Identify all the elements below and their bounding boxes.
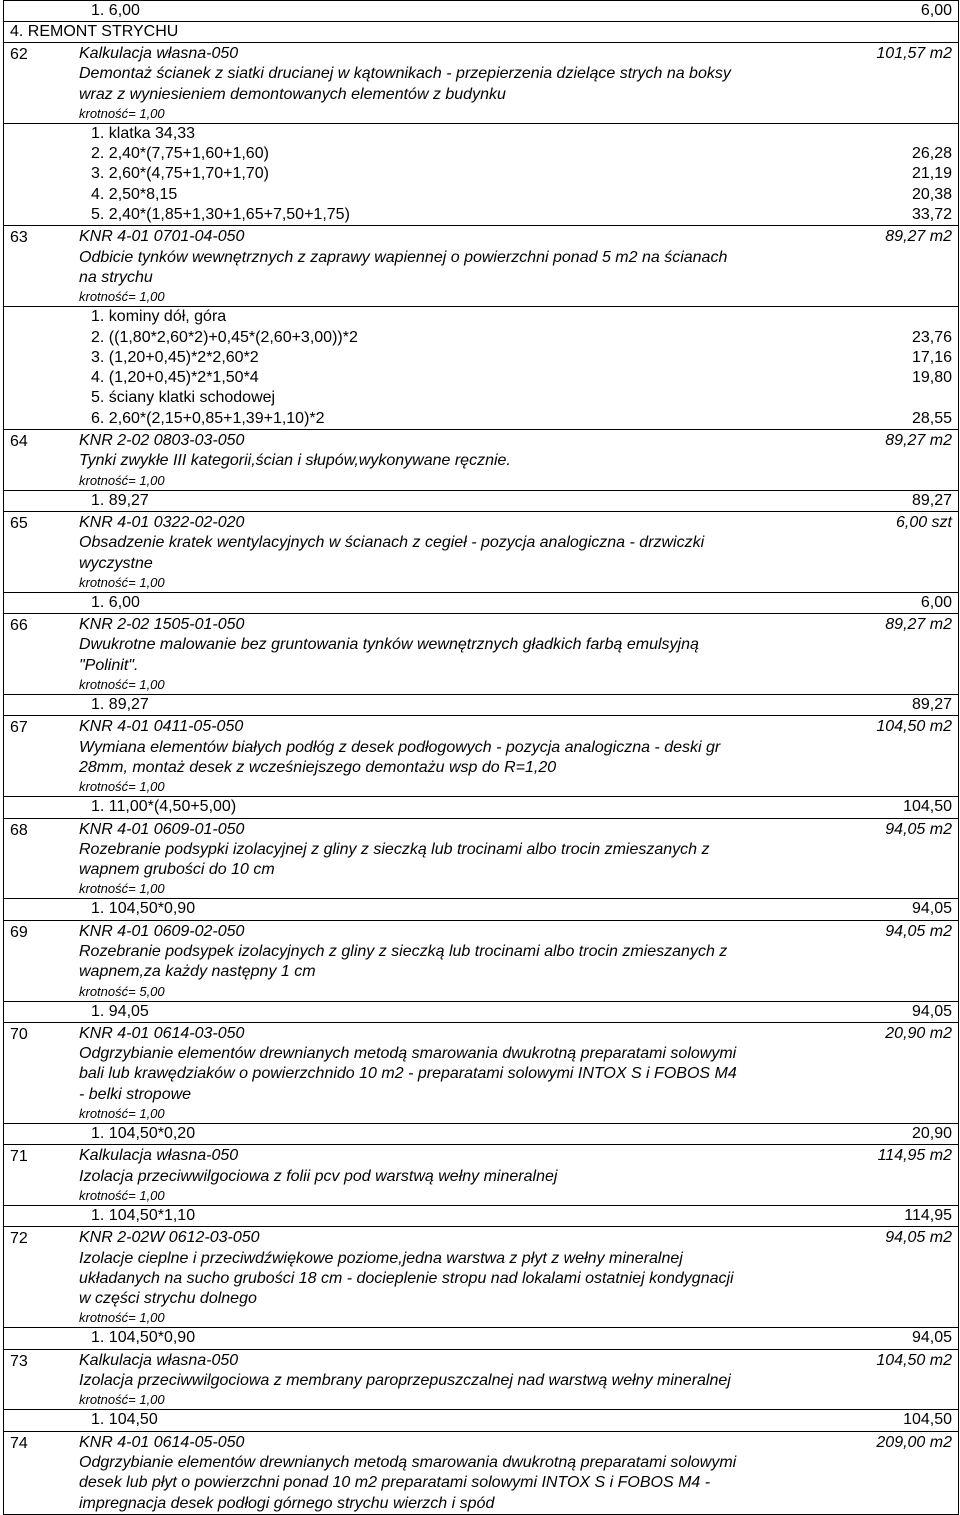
item-code: KNR 4-01 0609-02-050 [79, 922, 245, 940]
item-quantity: 114,95 m2 [877, 1147, 952, 1165]
measurement-line [79, 899, 952, 919]
measurement-line [79, 144, 952, 164]
measurement-value: 104,50 [903, 1411, 952, 1429]
item-number: 70 [10, 1025, 28, 1043]
item-code: Kalkulacja własna-050 [79, 1351, 239, 1369]
item-code: KNR 2-02 0803-03-050 [79, 432, 245, 450]
measurement-line [79, 695, 952, 715]
measurement-expression: 1. 94,05 [91, 1002, 149, 1020]
item-body [79, 1432, 958, 1514]
measurement-value: 94,05 [911, 1002, 952, 1020]
measurement-value: 94,05 [911, 900, 952, 918]
item-header [79, 1024, 952, 1044]
item-multiplier: krotność= 1,00 [79, 1187, 165, 1203]
item-body [79, 819, 958, 920]
measurement-line [79, 1410, 952, 1430]
item-description-line: Tynki zwykłe III kategorii,ścian i słupów,wykonywane ręcznie. [79, 452, 511, 470]
item-multiplier: krotność= 1,00 [79, 1392, 165, 1408]
item-multiplier: krotność= 1,00 [79, 677, 165, 693]
item-description-line: impregnacja desek podłogi górnego strychu wierzch i spód [79, 1494, 495, 1512]
measurement-line [79, 388, 952, 408]
item-body [79, 512, 958, 613]
measurement-expression: 1. kominy dół, góra [91, 308, 227, 326]
measurement-value: 20,38 [911, 185, 952, 203]
item-row [4, 1350, 958, 1432]
item-description-line: Izolacja przeciwwilgociowa z folii pcv pod warstwą wełny mineralnej [79, 1167, 558, 1185]
item-description-line: - belki stropowe [79, 1085, 192, 1103]
measurement-line [79, 328, 952, 348]
item-row [4, 1023, 958, 1145]
item-quantity: 104,50 m2 [876, 718, 952, 736]
item-code: KNR 4-01 0322-02-020 [79, 513, 245, 531]
item-number: 64 [10, 433, 28, 451]
measurement-value: 23,76 [911, 328, 952, 346]
item-number: 69 [10, 923, 28, 941]
item-code: KNR 2-02W 0612-03-050 [79, 1229, 260, 1247]
measurement-value: 104,50 [903, 798, 952, 816]
item-multiplier: krotność= 1,00 [79, 289, 165, 305]
item-header [79, 1433, 952, 1453]
item-quantity: 89,27 m2 [885, 616, 952, 634]
item-multiplier: krotność= 1,00 [79, 881, 165, 897]
item-description-line: Wymiana elementów białych podłóg z desek podłogowych - pozycja analogiczna - deski gr [79, 738, 721, 756]
measurement-line [79, 124, 952, 144]
measurement-expression: 3. (1,20+0,45)*2*2,60*2 [91, 348, 259, 366]
item-multiplier: krotność= 5,00 [79, 983, 165, 999]
item-header [79, 513, 952, 533]
item-body [79, 430, 958, 511]
item-body [79, 716, 958, 817]
measurement-line [79, 1206, 952, 1226]
item-description-line: wapnem grubości do 10 cm [79, 861, 275, 879]
measurement-expression: 1. 89,27 [91, 696, 149, 714]
measurement-value: 94,05 [911, 1329, 952, 1347]
measurement-expression: 2. ((1,80*2,60*2)+0,45*(2,60+3,00))*2 [91, 328, 358, 346]
item-multiplier: krotność= 1,00 [79, 105, 165, 121]
item-header [79, 431, 952, 451]
item-row [4, 1227, 958, 1349]
item-description-line: Izolacje cieplne i przeciwdźwiękowe poziome,jedna warstwa z płyt z wełny mineralnej [79, 1249, 683, 1267]
measurement-line [79, 797, 952, 817]
item-description-line: Dwukrotne malowanie bez gruntowania tynków wewnętrznych gładkich farbą emulsyjną [79, 636, 699, 654]
measurement-expression: 1. 104,50*0,90 [91, 900, 196, 918]
measurement-value: 6,00 [920, 593, 952, 611]
measurement-value: 21,19 [911, 165, 952, 183]
measurement-expression: 1. 104,50*1,10 [91, 1206, 196, 1224]
item-body [79, 43, 958, 225]
item-quantity: 104,50 m2 [876, 1351, 952, 1369]
measurement-line [79, 409, 952, 429]
item-row [4, 430, 958, 512]
item-row [4, 819, 958, 921]
measurement-value: 6,00 [920, 2, 952, 19]
item-quantity: 209,00 m2 [876, 1433, 952, 1451]
item-body [79, 1227, 958, 1348]
carried-measurement-line [4, 1, 958, 22]
measurement-expression: 6. 2,60*(2,15+0,85+1,39+1,10)*2 [91, 409, 325, 427]
item-description-line: 28mm, montaż desek z wcześniejszego demontażu wsp do R=1,20 [79, 758, 557, 776]
item-number: 67 [10, 719, 28, 737]
item-header [79, 1351, 952, 1371]
item-number: 74 [10, 1434, 28, 1452]
item-row [4, 1145, 958, 1227]
item-code: KNR 2-02 1505-01-050 [79, 616, 245, 634]
item-description-line: na strychu [79, 268, 153, 286]
item-number: 71 [10, 1148, 28, 1166]
item-description-line: Odgrzybianie elementów drewnianych metodą smarowania dwukrotną preparatami solowymi [79, 1045, 737, 1063]
measurement-expression: 1. 104,50*0,90 [91, 1329, 196, 1347]
measurement-value: 28,55 [911, 409, 952, 427]
item-number: 68 [10, 821, 28, 839]
item-multiplier: krotność= 1,00 [79, 574, 165, 590]
item-body [79, 921, 958, 1022]
measurement-expression: 3. 2,60*(4,75+1,70+1,70) [91, 165, 269, 183]
item-description-line: układanych na sucho grubości 18 cm - docieplenie stropu nad lokalami ostatniej kondygnacji [79, 1269, 734, 1287]
item-code: KNR 4-01 0411-05-050 [79, 718, 244, 736]
item-description-line: "Polinit". [79, 656, 139, 674]
item-quantity: 101,57 m2 [876, 45, 952, 62]
item-header [79, 44, 952, 64]
item-code: Kalkulacja własna-050 [79, 1147, 239, 1165]
item-body [79, 1145, 958, 1226]
item-code: KNR 4-01 0614-03-050 [79, 1024, 245, 1042]
item-code: KNR 4-01 0701-04-050 [79, 228, 245, 246]
measurement-expression: 2. 2,40*(7,75+1,60+1,60) [91, 145, 269, 163]
item-description-line: Odbicie tynków wewnętrznych z zaprawy wapiennej o powierzchni ponad 5 m2 na ścianach [79, 248, 728, 266]
measurement-value: 20,90 [911, 1125, 952, 1143]
item-row [4, 43, 958, 226]
item-description-line: w części strychu dolnego [79, 1290, 257, 1308]
item-quantity: 94,05 m2 [885, 1229, 952, 1247]
item-multiplier: krotność= 1,00 [79, 779, 165, 795]
section-title: 4. REMONT STRYCHU [4, 22, 958, 43]
measurement-expression: 4. (1,20+0,45)*2*1,50*4 [91, 369, 259, 387]
item-code: KNR 4-01 0609-01-050 [79, 820, 245, 838]
item-row [4, 921, 958, 1023]
item-number: 63 [10, 229, 28, 247]
measurement-line [79, 368, 952, 388]
item-row [4, 226, 958, 430]
item-description-line: wyczystne [79, 554, 153, 572]
measurement-value: 89,27 [911, 696, 952, 714]
measurement-line [79, 1328, 952, 1348]
measurement-line [79, 491, 952, 511]
measurement-line [79, 185, 952, 205]
measurement-line [79, 348, 952, 368]
measurement-value: 17,16 [911, 348, 952, 366]
item-row [4, 716, 958, 818]
item-description-line: Demontaż ścianek z siatki drucianej w kątownikach - przepierzenia dzielące strych na boksy [79, 65, 731, 83]
measurement-line [79, 307, 952, 327]
item-description-line: Rozebranie podsypek izolacyjnych z gliny z sieczką lub trocinami albo trocin zmieszanych z [79, 942, 728, 960]
measurement-value: 33,72 [911, 206, 952, 224]
item-description-line: Odgrzybianie elementów drewnianych metodą smarowania dwukrotną preparatami solowymi [79, 1453, 737, 1471]
item-header [79, 820, 952, 840]
item-description-line: Obsadzenie kratek wentylacyjnych w ścianach z cegieł - pozycja analogiczna - drzwiczki [79, 534, 705, 552]
item-header [79, 1228, 952, 1248]
cost-estimate-document [3, 0, 959, 1515]
item-description-line: desek lub płyt o powierzchni ponad 10 m2 preparatami solowymi INTOX S i FOBOS M4 - [79, 1474, 711, 1492]
measurement-expression: 1. 11,00*(4,50+5,00) [91, 798, 237, 816]
item-header [79, 1146, 952, 1166]
measurement-value: 26,28 [911, 145, 952, 163]
item-number: 65 [10, 514, 28, 532]
item-multiplier: krotność= 1,00 [79, 472, 165, 488]
measurement-line [79, 593, 952, 613]
item-quantity: 94,05 m2 [885, 820, 952, 838]
measurement-line [79, 1002, 952, 1022]
item-number: 73 [10, 1352, 28, 1370]
item-quantity: 6,00 szt [895, 513, 952, 531]
items-list [4, 43, 958, 1515]
item-multiplier: krotność= 1,00 [79, 1310, 165, 1326]
item-description-line: wapnem,za każdy następny 1 cm [79, 963, 316, 981]
item-row [4, 512, 958, 614]
item-number: 72 [10, 1230, 28, 1248]
item-body [79, 226, 958, 429]
measurement-expression: 1. 89,27 [91, 491, 149, 509]
measurement-expression: 1. 6,00 [91, 2, 140, 19]
measurement-line [79, 164, 952, 184]
measurement-expression: 1. 104,50*0,20 [91, 1125, 196, 1143]
item-body [79, 614, 958, 715]
measurement-expression: 5. 2,40*(1,85+1,30+1,65+7,50+1,75) [91, 206, 350, 224]
item-quantity: 89,27 m2 [885, 228, 952, 246]
measurement-expression: 4. 2,50*8,15 [91, 185, 178, 203]
item-row [4, 614, 958, 716]
item-quantity: 89,27 m2 [885, 432, 952, 450]
item-multiplier: krotność= 1,00 [79, 1106, 165, 1122]
item-header [79, 227, 952, 247]
measurement-value: 114,95 [904, 1206, 952, 1224]
item-header [79, 615, 952, 635]
item-row [4, 1432, 958, 1515]
item-code: KNR 4-01 0614-05-050 [79, 1433, 245, 1451]
item-description-line: Rozebranie podsypki izolacyjnej z gliny z sieczką lub trocinami albo trocin zmieszanych z [79, 840, 710, 858]
item-body [79, 1350, 958, 1431]
item-quantity: 94,05 m2 [885, 922, 952, 940]
item-number: 62 [10, 46, 28, 63]
item-description-line: bali lub krawędziaków o powierzchnido 10 m2 - preparatami solowymi INTOX S i FOBOS M4 [79, 1065, 737, 1083]
measurement-expression: 1. 104,50 [91, 1411, 158, 1429]
item-number: 66 [10, 617, 28, 635]
item-header [79, 717, 952, 737]
item-description-line: wraz z wyniesieniem demontowanych elementów z budynku [79, 85, 506, 103]
item-body [79, 1023, 958, 1144]
measurement-expression: 1. klatka 34,33 [91, 124, 196, 142]
measurement-value: 19,80 [911, 369, 952, 387]
item-code: Kalkulacja własna-050 [79, 45, 239, 62]
measurement-value: 89,27 [911, 491, 952, 509]
measurement-line [79, 1124, 952, 1144]
measurement-expression: 5. ściany klatki schodowej [91, 389, 276, 407]
item-description-line: Izolacja przeciwwilgociowa z membrany paroprzepuszczalnej nad warstwą wełny mineralnej [79, 1372, 731, 1390]
measurement-line [79, 205, 952, 225]
item-header [79, 922, 952, 942]
item-quantity: 20,90 m2 [885, 1024, 952, 1042]
measurement-expression: 1. 6,00 [91, 593, 140, 611]
